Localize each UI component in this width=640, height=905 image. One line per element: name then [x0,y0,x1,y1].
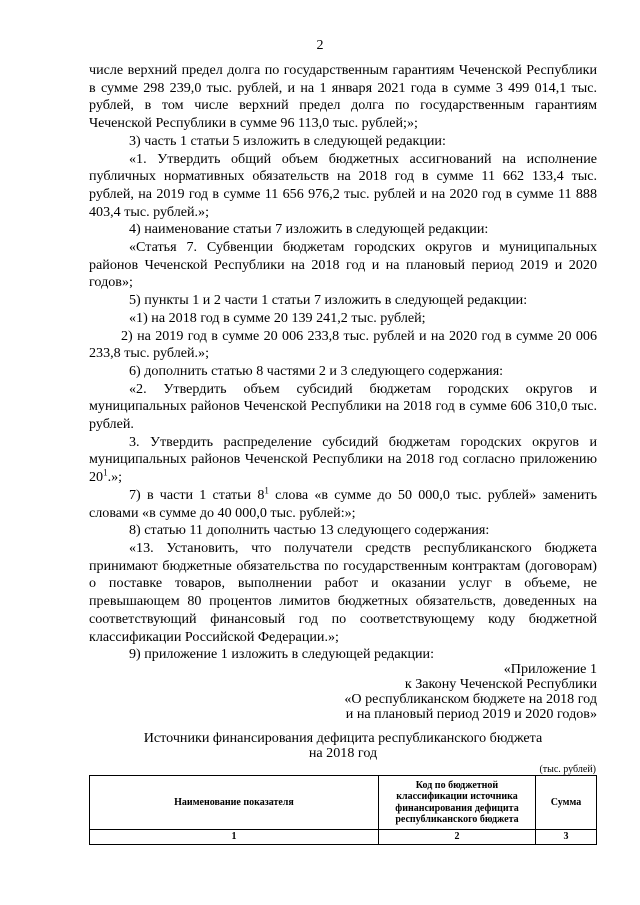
superscript: 1 [264,485,269,496]
units-label: (тыс. рублей) [539,764,596,775]
header-cell-code: Код по бюджетной классификации источника финансирования дефицита республиканского бюджета [379,776,536,830]
paragraph: 4) наименование статьи 7 изложить в следующей редакции: [129,221,489,238]
appendix-header [344,662,597,722]
appendix-line: к Закону Чеченской Республики [404,676,597,692]
page-number: 2 [316,38,324,53]
paragraph: 6) дополнить статью 8 частями 2 и 3 следующего содержания: [129,362,504,379]
paragraph [89,434,597,487]
appendix-line: «Приложение 1 [503,661,597,677]
paragraph: числе верхний предел долга по государственным гарантиям Чеченской Республики в сумме 298 239,0 тыс. рублей, и на 1 января 2021 года в сумме 3 499 014,1 тыс. рублей, в том числе верхний предел долга по государственным гарантиям Чеченской Республики в сумме 96 113,0 тыс. рублей;»; [89,62,597,132]
appendix-line: «О республиканском бюджете на 2018 год [344,691,597,707]
header-cell-name: Наименование показателя [90,776,379,830]
table-header-row [90,776,597,830]
paragraph: «1. Утвердить общий объем бюджетных ассигнований на исполнение публичных нормативных обязательств на 2018 год в сумме 11 662 133,4 тыс. рублей, на 2019 год в сумме 11 656 976,2 тыс. рублей и на 2020 год в сумме 11 888 403,4 тыс. рублей.»; [89,150,597,220]
paragraph-text: 3. Утвердить распределение субсидий бюджетам городских округов и муниципальных районов Чеченской Республики на 2018 год согласно приложению 20 [89,433,597,486]
paragraph: «2. Утвердить объем субсидий бюджетам городских округов и муниципальных районов Чеченской Республики на 2018 год в сумме 606 310,0 тыс. рублей. [89,380,597,433]
appendix-line: и на плановый период 2019 и 2020 годов» [345,706,597,722]
paragraph: 3) часть 1 статьи 5 изложить в следующей редакции: [129,132,446,149]
table-title-line: Источники финансирования дефицита республиканского бюджета [143,730,543,746]
column-number: 2 [379,830,536,845]
document-body [89,62,597,664]
column-number: 3 [536,830,597,845]
paragraph-text: слова «в сумме до 50 000,0 тыс. рублей» заменить словами «в сумме до 40 000,0 тыс. рублей:»; [89,486,598,521]
table-title [89,731,597,761]
paragraph: «13. Установить, что получатели средств республиканского бюджета принимают бюджетные обязательства по государственным контрактам (договорам) о поставке товаров, выполнении работ и оказании услуг в объеме, не превышающем 80 процентов лимитов бюджетных обязательств, доведенных на соответствующий финансовый год по соответствующему коду бюджетной классификации Российской Федерации.»; [89,539,597,645]
paragraph: 2) на 2019 год в сумме 20 006 233,8 тыс. рублей и на 2020 год в сумме 20 006 233,8 тыс. рублей.»; [89,327,597,362]
paragraph: «1) на 2018 год в сумме 20 139 241,2 тыс. рублей; [129,309,426,326]
financing-sources-table [89,775,597,845]
paragraph: 9) приложение 1 изложить в следующей редакции: [129,646,434,663]
paragraph: «Статья 7. Субвенции бюджетам городских округов и муниципальных районов Чеченской Республики на 2018 год и на плановый период 2019 и 2020 годов»; [89,239,597,291]
paragraph-text: 7) в части 1 статьи 8 [129,486,265,503]
paragraph [89,487,597,522]
header-cell-sum: Сумма [536,776,597,830]
paragraph-text: .»; [107,469,123,486]
paragraph: 8) статью 11 дополнить частью 13 следующего содержания: [129,522,490,539]
superscript: 1 [103,467,108,478]
column-number: 1 [90,830,379,845]
table-number-row [90,830,597,845]
table-title-line: на 2018 год [308,745,378,761]
paragraph: 5) пункты 1 и 2 части 1 статьи 7 изложить в следующей редакции: [129,292,528,309]
